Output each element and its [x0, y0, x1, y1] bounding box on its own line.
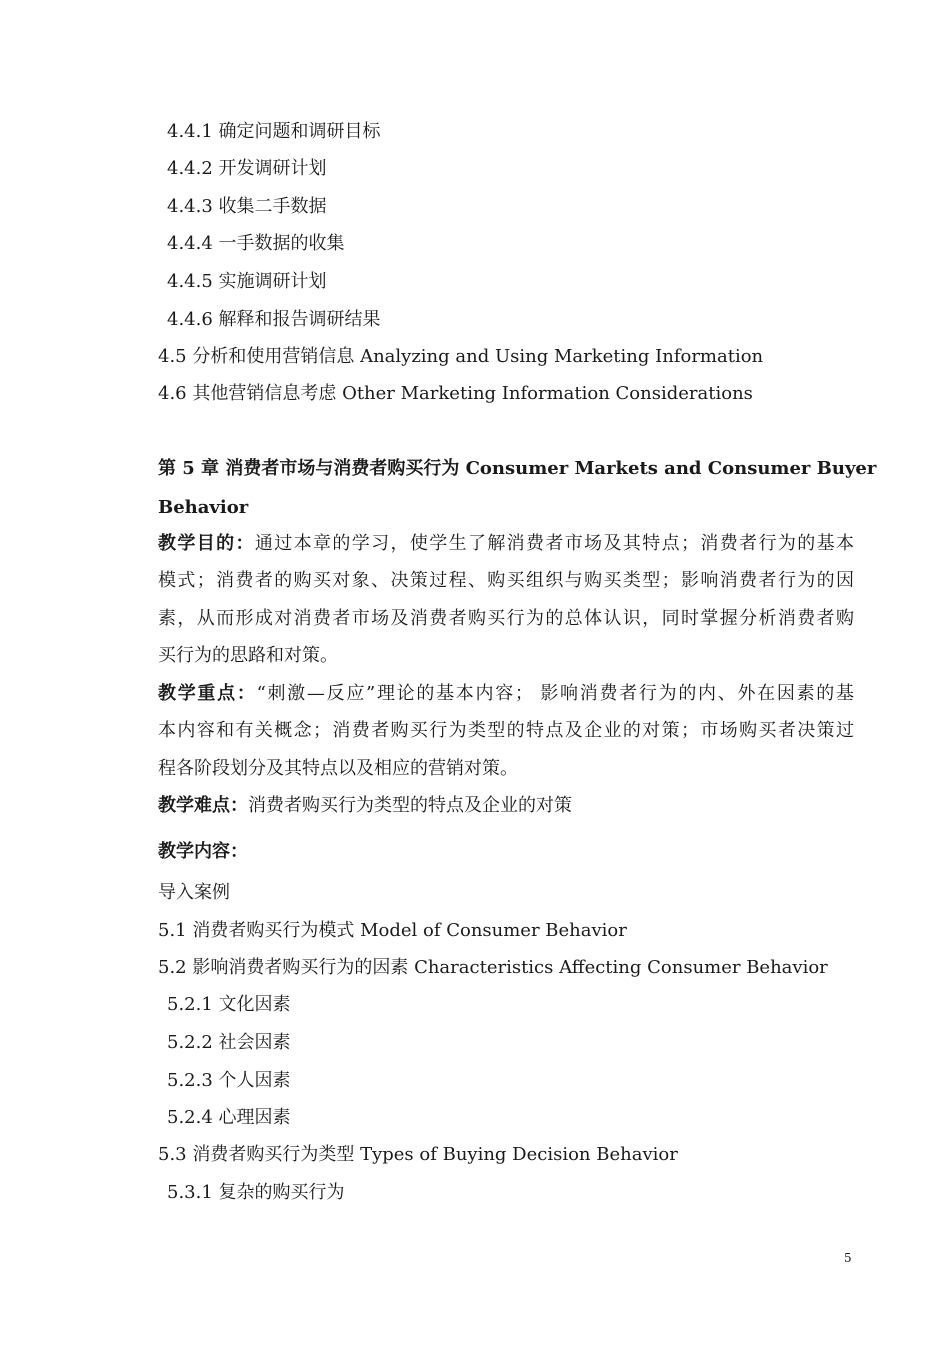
objectives-label: 教学目的：	[158, 533, 255, 554]
toc-item-5-3: 5.3 消费者购买行为类型 Types of Buying Decision Behavior	[158, 1144, 678, 1165]
toc-item-4-4-4: 4.4.4 一手数据的收集	[167, 233, 345, 254]
difficulties-text: 消费者购买行为类型的特点及企业的对策	[248, 795, 572, 816]
toc-item-5-1: 5.1 消费者购买行为模式 Model of Consumer Behavior	[158, 920, 627, 941]
key-points-line-3: 程各阶段划分及其特点以及相应的营销对策。	[158, 758, 518, 779]
toc-item-4-4-3: 4.4.3 收集二手数据	[167, 196, 327, 217]
toc-item-5-2-4: 5.2.4 心理因素	[167, 1107, 291, 1128]
toc-item-5-2-3: 5.2.3 个人因素	[167, 1070, 291, 1091]
chapter-title-line1: 第 5 章 消费者市场与消费者购买行为 Consumer Markets and Consumer Buyer	[158, 458, 877, 479]
objectives-line-3: 素，从而形成对消费者市场及消费者购买行为的总体认识，同时掌握分析消费者购	[158, 608, 854, 629]
toc-item-5-2-1: 5.2.1 文化因素	[167, 994, 291, 1015]
key-points-line-1: “刺激—反应”理论的基本内容； 影响消费者行为的内、外在因素的基	[256, 683, 855, 704]
difficulties-label: 教学难点：	[158, 795, 248, 816]
key-points-line-2: 本内容和有关概念；消费者购买行为类型的特点及企业的对策；市场购买者决策过	[158, 720, 854, 741]
toc-item-5-2: 5.2 影响消费者购买行为的因素 Characteristics Affecting Consumer Behavior	[158, 957, 828, 978]
toc-item-4-4-5: 4.4.5 实施调研计划	[167, 271, 327, 292]
toc-item-4-4-2: 4.4.2 开发调研计划	[167, 158, 327, 179]
toc-item-4-4-1: 4.4.1 确定问题和调研目标	[167, 121, 381, 142]
toc-item-4-4-6: 4.4.6 解释和报告调研结果	[167, 309, 381, 330]
page-number: 5	[844, 1251, 852, 1265]
key-points-label: 教学重点：	[158, 683, 257, 704]
chapter-title-line2: Behavior	[158, 497, 249, 518]
difficulties-paragraph	[158, 794, 572, 818]
content-label: 教学内容：	[158, 841, 248, 862]
toc-item-5-3-1: 5.3.1 复杂的购买行为	[167, 1182, 345, 1203]
objectives-line-2: 模式；消费者的购买对象、决策过程、购买组织与购买类型；影响消费者行为的因	[158, 570, 854, 591]
toc-item-4-5: 4.5 分析和使用营销信息 Analyzing and Using Marketing Information	[158, 346, 764, 367]
objectives-line-4: 买行为的思路和对策。	[158, 645, 338, 666]
toc-intro-case: 导入案例	[158, 882, 230, 903]
toc-item-5-2-2: 5.2.2 社会因素	[167, 1032, 291, 1053]
objectives-line-1: 通过本章的学习，使学生了解消费者市场及其特点；消费者行为的基本	[254, 533, 854, 554]
toc-item-4-6: 4.6 其他营销信息考虑 Other Marketing Information Considerations	[158, 383, 753, 404]
